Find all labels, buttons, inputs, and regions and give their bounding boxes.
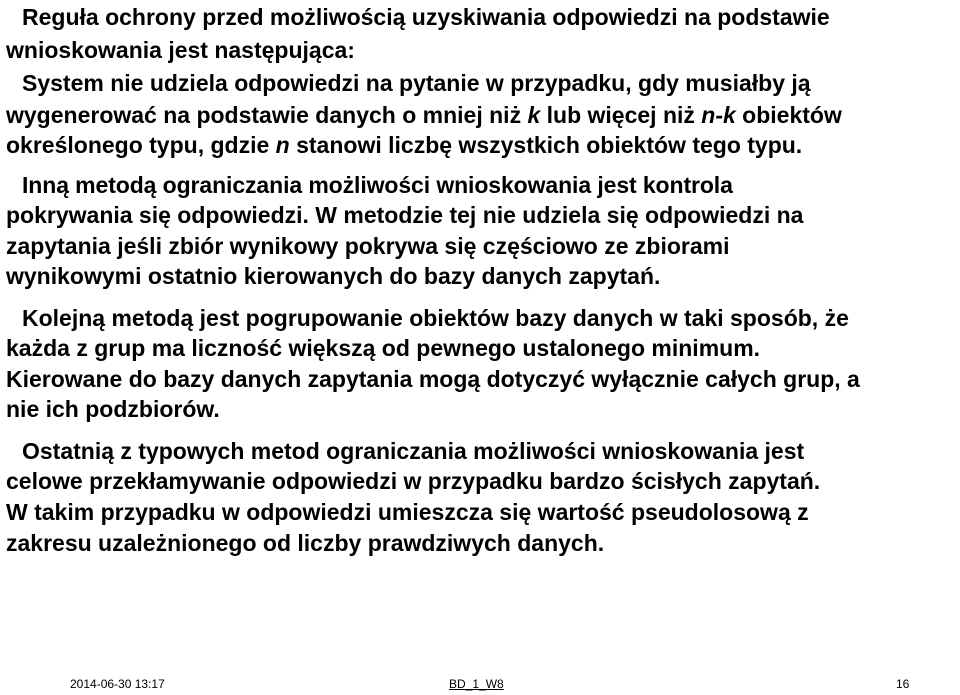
text-line: Reguła ochrony przed możliwością uzyskiwania odpowiedzi na podstawie bbox=[22, 4, 830, 30]
text-line: W takim przypadku w odpowiedzi umieszcza się wartość pseudolosową z bbox=[6, 499, 809, 525]
math-variable: n-k bbox=[701, 102, 736, 128]
text-line: wygenerować na podstawie danych o mniej niż k lub więcej niż n-k obiektów bbox=[6, 102, 842, 128]
footer-lecture-code: BD_1_W8 bbox=[449, 677, 504, 691]
text-line: Kolejną metodą jest pogrupowanie obiektów bazy danych w taki sposób, że bbox=[22, 305, 849, 331]
text-line: zapytania jeśli zbiór wynikowy pokrywa się częściowo ze zbiorami bbox=[6, 233, 730, 259]
text-line: każda z grup ma liczność większą od pewnego ustalonego minimum. bbox=[6, 335, 761, 361]
math-variable: n bbox=[275, 132, 290, 158]
text-line: nie ich podzbiorów. bbox=[6, 396, 220, 422]
text-line: określonego typu, gdzie n stanowi liczbę wszystkich obiektów tego typu. bbox=[6, 132, 803, 158]
text-line: wynikowymi ostatnio kierowanych do bazy danych zapytań. bbox=[6, 263, 661, 289]
math-variable: k bbox=[527, 102, 541, 128]
text-line: wnioskowania jest następująca: bbox=[6, 37, 355, 63]
text-line: Ostatnią z typowych metod ograniczania możliwości wnioskowania jest bbox=[22, 438, 805, 464]
text-line: celowe przekłamywanie odpowiedzi w przypadku bardzo ścisłych zapytań. bbox=[6, 468, 821, 494]
text-line: Inną metodą ograniczania możliwości wnioskowania jest kontrola bbox=[22, 172, 733, 198]
text-line: System nie udziela odpowiedzi na pytanie w przypadku, gdy musiałby ją bbox=[22, 70, 811, 96]
footer-date: 2014-06-30 13:17 bbox=[70, 677, 165, 691]
text-line: Kierowane do bazy danych zapytania mogą dotyczyć wyłącznie całych grup, a bbox=[6, 366, 860, 392]
text-line: zakresu uzależnionego od liczby prawdziwych danych. bbox=[6, 530, 605, 556]
text-line: pokrywania się odpowiedzi. W metodzie tej nie udziela się odpowiedzi na bbox=[6, 202, 804, 228]
footer-page-number: 16 bbox=[896, 677, 910, 691]
